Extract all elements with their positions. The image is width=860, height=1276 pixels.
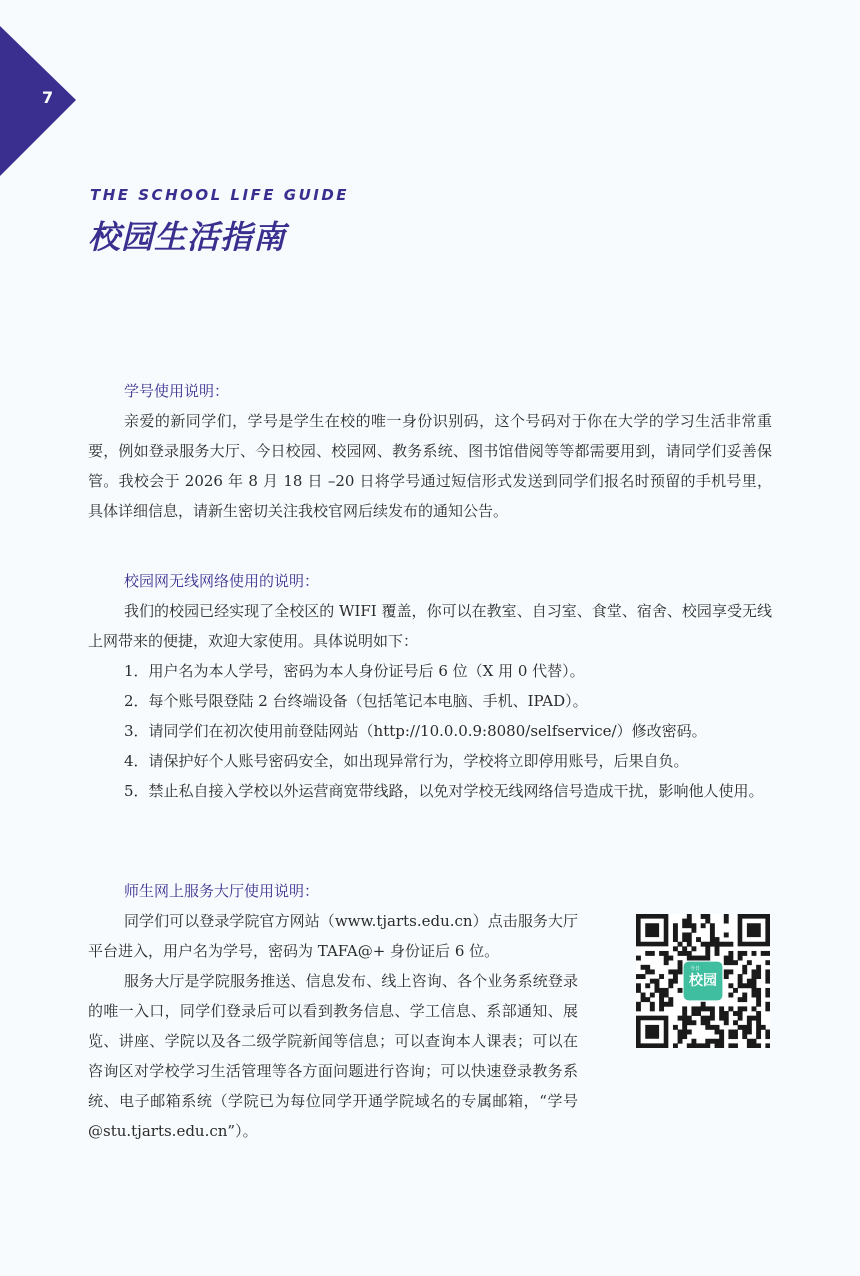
list-item: 3．请同学们在初次使用前登陆网站（http://10.0.0.9:8080/selfservice/）修改密码。 <box>124 722 707 740</box>
page-corner-triangle <box>0 0 80 180</box>
list-item: 1．用户名为本人学号，密码为本人身份证号后 6 位（X 用 0 代替）。 <box>124 662 585 680</box>
qr-badge-small-text: 今日 <box>690 966 701 972</box>
paragraph: 同学们可以登录学院官方网站（www.tjarts.edu.cn）点击服务大厅平台进入，用户名为学号，密码为 TAFA@+ 身份证后 6 位。 <box>88 912 578 960</box>
paragraph: 我们的校园已经实现了全校区的 WIFI 覆盖，你可以在教室、自习室、食堂、宿舍、校园享受无线上网带来的便捷，欢迎大家使用。具体说明如下： <box>88 602 772 650</box>
section-title: 校园网无线网络使用的说明： <box>124 572 320 590</box>
list-item: 5．禁止私自接入学校以外运营商宽带线路，以免对学校无线网络信号造成干扰，影响他人使用。 <box>124 782 764 800</box>
paragraph: 亲爱的新同学们，学号是学生在校的唯一身份识别码，这个号码对于你在大学的学习生活非常重要，例如登录服务大厅、今日校园、校园网、教务系统、图书馆借阅等等都需要用到，请同学们妥善保管。我校会于 2026 年 8 月 18 日 –20 日将学号通过短信形式发送到同学们报名时预留的手机号里，具体详细信息，请新生密切关注我校官网后续发布的通知公告。 <box>88 412 772 520</box>
list-item: 4．请保护好个人账号密码安全，如出现异常行为，学校将立即停用账号，后果自负。 <box>124 752 689 770</box>
service-hall-section <box>88 876 772 1146</box>
section-title: 师生网上服务大厅使用说明： <box>124 882 320 900</box>
paragraph: 服务大厅是学院服务推送、信息发布、线上咨询、各个业务系统登录的唯一入口，同学们登录后可以看到教务信息、学工信息、系部通知、展览、讲座、学院以及各二级学院新闻等信息；可以查询本人课表；可以在咨询区对学校学习生活管理等各方面问题进行咨询；可以快速登录教务系统、电子邮箱系统（学院已为每位同学开通学院域名的专属邮箱，“学号 @stu.tjarts.edu.cn”）。 <box>88 972 578 1140</box>
list-item: 2．每个账号限登陆 2 台终端设备（包括笔记本电脑、手机、IPAD）。 <box>124 692 588 710</box>
guide-title-english: THE SCHOOL LIFE GUIDE <box>90 186 350 204</box>
student-id-section <box>88 376 772 526</box>
qr-code-icon <box>636 914 770 1048</box>
page-number: 7 <box>42 88 54 107</box>
qr-badge-text: 校园 <box>689 973 717 989</box>
section-title: 学号使用说明： <box>124 382 230 400</box>
wifi-section <box>88 566 772 806</box>
guide-title-chinese: 校园生活指南 <box>88 218 287 256</box>
